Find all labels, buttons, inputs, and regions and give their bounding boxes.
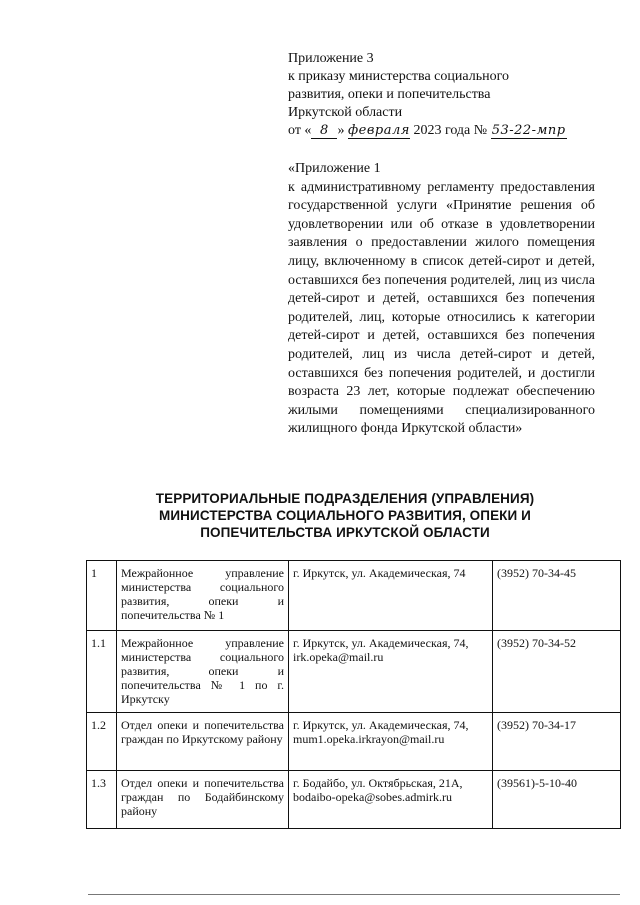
date-mid: » — [337, 123, 345, 138]
date-year: 2023 года № — [413, 123, 488, 138]
bottom-divider — [88, 894, 620, 895]
unit-name: Отдел опеки и попечительства граждан по Бодайбинскому району — [117, 771, 289, 829]
handwritten-month: февраля — [347, 123, 410, 138]
subdivisions-table — [86, 560, 621, 829]
appendix-line-2: к приказу министерства социального — [288, 69, 509, 84]
appendix-line-4: Иркутской области — [288, 105, 403, 120]
unit-address: г. Иркутск, ул. Академическая, 74 — [293, 566, 466, 580]
unit-email: mum1.opeka.irkrayon@mail.ru — [293, 732, 445, 746]
page-title — [80, 490, 610, 541]
row-number: 1.2 — [87, 713, 117, 771]
title-line-1: ТЕРРИТОРИАЛЬНЫЕ ПОДРАЗДЕЛЕНИЯ (УПРАВЛЕНИЯ) — [155, 491, 535, 506]
unit-phone: (39561)-5-10-40 — [493, 771, 621, 829]
title-line-2: МИНИСТЕРСТВА СОЦИАЛЬНОГО РАЗВИТИЯ, ОПЕКИ И — [159, 508, 531, 523]
table-row — [87, 631, 621, 713]
unit-address-cell — [289, 631, 493, 713]
handwritten-order-number: 53-22-мпр — [491, 123, 566, 138]
reglament-body: к административному регламенту предоставления государственной услуги «Принятие решения об удовлетворении или об отказе в удовлетворении заявления о предоставлении жилого помещения лицу, включенному в список детей-сирот и детей, оставшихся без попечения родителей, лиц из числа детей-сирот и детей, оставшихся без попечения родителей, лиц, которые относились к категории детей-сирот и детей, оставшихся без попечения родителей, лиц из числа детей-сирот и детей, оставшихся без попечения родителей, и достигли возраста 23 лет, которые подлежат обеспечению жилыми помещениями специализированного жилищного фонда Иркутской области» — [288, 179, 595, 437]
table-row — [87, 771, 621, 829]
unit-address: г. Иркутск, ул. Академическая, 74, — [293, 718, 469, 732]
reglament-block — [288, 160, 595, 439]
appendix-line-1: Приложение 3 — [288, 51, 374, 66]
unit-address-cell — [289, 713, 493, 771]
unit-email: irk.opeka@mail.ru — [293, 650, 384, 664]
unit-name: Межрайонное управление министерства социального развития, опеки и попечительства № 1 по г. Иркутску — [117, 631, 289, 713]
row-number: 1.3 — [87, 771, 117, 829]
unit-address-cell — [289, 771, 493, 829]
handwritten-day: 8 — [311, 124, 337, 139]
unit-address: г. Бодайбо, ул. Октябрьская, 21А, — [293, 776, 463, 790]
appendix-block — [288, 50, 603, 140]
unit-name: Межрайонное управление министерства социального развития, опеки и попечительства № 1 — [117, 561, 289, 631]
row-number: 1.1 — [87, 631, 117, 713]
order-date-line — [288, 122, 603, 140]
appendix-line-3: развития, опеки и попечительства — [288, 87, 491, 102]
unit-address: г. Иркутск, ул. Академическая, 74, — [293, 636, 469, 650]
unit-address-cell — [289, 561, 493, 631]
reglament-title: «Приложение 1 — [288, 161, 381, 176]
unit-phone: (3952) 70-34-45 — [493, 561, 621, 631]
table-row — [87, 713, 621, 771]
row-number: 1 — [87, 561, 117, 631]
unit-phone: (3952) 70-34-52 — [493, 631, 621, 713]
unit-email: bodaibo-opeka@sobes.admirk.ru — [293, 790, 453, 804]
date-prefix: от « — [288, 123, 312, 138]
unit-phone: (3952) 70-34-17 — [493, 713, 621, 771]
title-line-3: ПОПЕЧИТЕЛЬСТВА ИРКУТСКОЙ ОБЛАСТИ — [200, 525, 490, 540]
unit-name: Отдел опеки и попечительства граждан по Иркутскому району — [117, 713, 289, 771]
table-row — [87, 561, 621, 631]
